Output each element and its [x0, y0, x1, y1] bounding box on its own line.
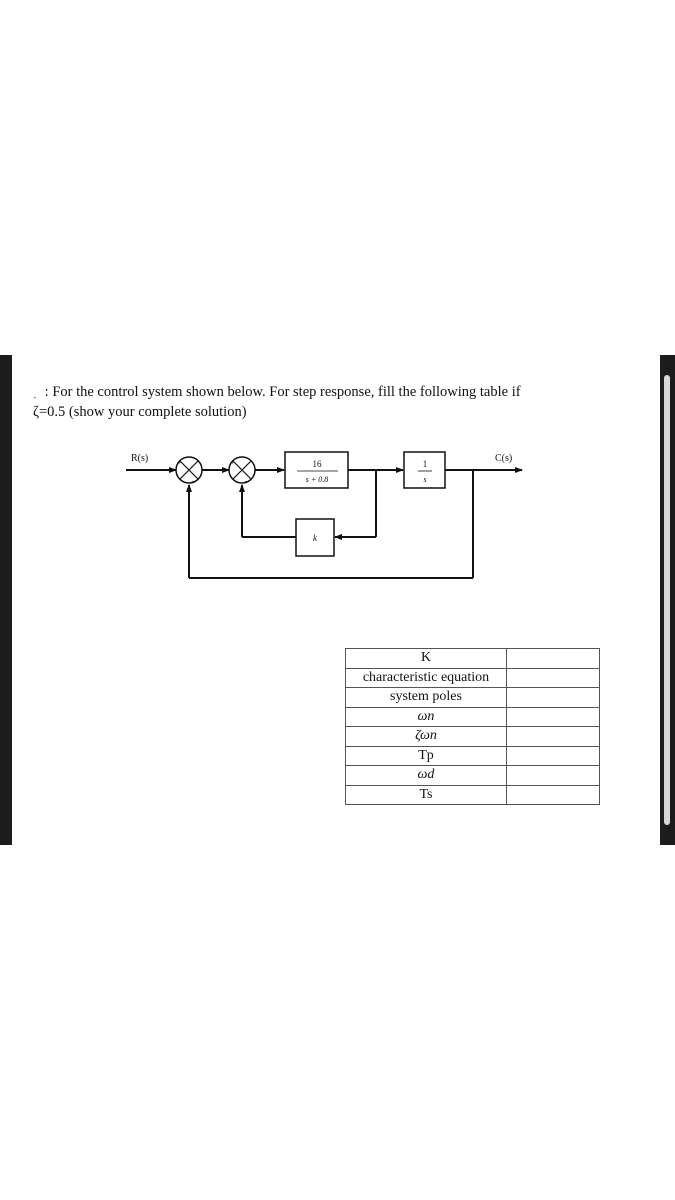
table-row [346, 766, 600, 786]
answer-table [345, 648, 600, 805]
block1-denominator: s + 0.8 [305, 475, 329, 484]
feedback-block-k-label: k [313, 533, 317, 543]
table-row [346, 649, 600, 669]
row-label-tp: Tp [346, 746, 507, 766]
output-label: C(s) [495, 453, 513, 464]
row-label-system-poles: system poles [346, 688, 507, 708]
row-value-wn[interactable] [507, 707, 600, 727]
row-value-ts[interactable] [507, 785, 600, 805]
row-value-characteristic-equation[interactable] [507, 668, 600, 688]
row-label-ts: Ts [346, 785, 507, 805]
bullet-mark: ˎ [33, 387, 37, 399]
table-row [346, 707, 600, 727]
sum1-plus-sign: + [177, 458, 182, 467]
table-row [346, 688, 600, 708]
row-label-wd: ωd [346, 766, 507, 786]
block2-numerator: 1 [422, 459, 428, 469]
row-label-characteristic-equation: characteristic equation [346, 668, 507, 688]
block1-numerator: 16 [312, 459, 322, 469]
question-line-2: ζ=0.5 (show your complete solution) [33, 404, 247, 420]
question-line-1-text: : For the control system shown below. For step response, fill the following table if [44, 384, 521, 400]
row-value-wd[interactable] [507, 766, 600, 786]
row-label-wn: ωn [346, 707, 507, 727]
table-row [346, 727, 600, 747]
row-label-k: K [346, 649, 507, 669]
table-row [346, 746, 600, 766]
row-value-tp[interactable] [507, 746, 600, 766]
row-value-zeta-wn[interactable] [507, 727, 600, 747]
sum2-minus-sign: − [244, 477, 249, 486]
sum2-plus-sign: + [230, 458, 235, 467]
sum1-minus-sign: − [191, 477, 196, 486]
row-label-zeta-wn: ζωn [346, 727, 507, 747]
input-label: R(s) [131, 453, 149, 464]
table-row [346, 668, 600, 688]
table-row [346, 785, 600, 805]
row-value-k[interactable] [507, 649, 600, 669]
row-value-system-poles[interactable] [507, 688, 600, 708]
block2-denominator: s [423, 475, 427, 484]
